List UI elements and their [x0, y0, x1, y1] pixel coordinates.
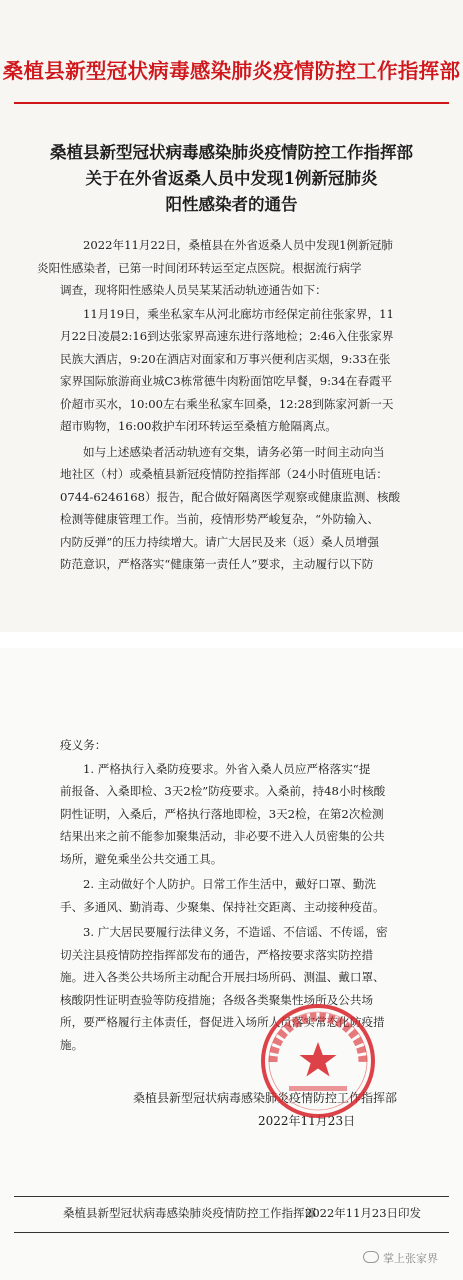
text-line: 阴性证明，入桑后，严格执行落地即检，3天2检，在第2次检测: [60, 806, 384, 821]
paragraph-advice: [60, 441, 412, 576]
text-line: 结果出来之前不能参加聚集活动，非必要不进入人员密集的公共: [60, 829, 385, 843]
text-line: 内防反弹”的压力持续增大。请广大居民及来（返）桑人员增强: [60, 534, 379, 549]
notice-title-line-3: 阳性感染者的通告: [165, 195, 298, 214]
paragraph-intro: [37, 234, 412, 302]
text-line: 2022年11月22日，桑植县在外省返桑人员中发现1例新冠肺: [83, 238, 393, 252]
notice-title: [20, 140, 443, 218]
notice-title-line-2: 关于在外省返桑人员中发现1例新冠肺炎: [85, 169, 378, 188]
text-line: 如与上述感染者活动轨迹有交集，请务必第一时间主动向当: [83, 444, 385, 459]
text-line: 场所，避免乘坐公共交通工具。: [60, 851, 223, 866]
text-line: 施。进入各类公共场所主动配合开展扫场所码、测温、戴口罩、: [60, 970, 385, 984]
print-rule-bottom: [14, 1232, 449, 1233]
text-line: 炎阳性感染者，已第一时间闭环转运至定点医院。根据流行病学: [37, 260, 362, 275]
text-line: 疫义务：: [60, 738, 107, 752]
signature-org: 桑植县新型冠状病毒感染肺炎疫情防控工作指挥部: [133, 1091, 398, 1105]
text-line: 超市购物，16:00救护车闭环转运至桑植方舱隔离点。: [60, 419, 337, 433]
text-line: 切关注县疫情防控指挥部发布的通告，严格按要求落实防控措: [60, 947, 374, 962]
paragraph-duty-2: [60, 873, 412, 918]
wechat-icon: [363, 1251, 379, 1263]
paragraph-duty-lead: [60, 734, 412, 757]
print-info-date: 2022年11月23日印发: [305, 1206, 422, 1220]
print-rule-top: [14, 1196, 449, 1197]
text-line: 核酸阴性证明查验等防疫措施；各级各类聚集性场所及公共场: [60, 992, 374, 1007]
text-line: 施。: [60, 1037, 84, 1052]
text-line: 民族大酒店，9:20在酒店对面家和万事兴便利店买烟，9:33在张: [60, 351, 391, 366]
text-line: 价超市买水，10:00左右乘坐私家车回桑，12:28到陈家河新一天: [60, 396, 394, 411]
text-line: 3. 广大居民要履行法律义务，不造谣、不信谣、不传谣，密: [83, 925, 388, 939]
document-header-title: 桑植县新型冠状病毒感染肺炎疫情防控工作指挥部: [2, 59, 461, 83]
text-line: 所，要严格履行主体责任，督促进入场所人员落实常态化防疫措: [60, 1015, 385, 1029]
notice-title-line-1: 桑植县新型冠状病毒感染肺炎疫情防控工作指挥部: [50, 143, 413, 162]
text-line: 1. 严格执行入桑防疫要求。外省入桑人员应严格落实“提: [83, 761, 371, 776]
text-line: 前报备、入桑即检、3天2检”防疫要求。入桑前，持48小时核酸: [60, 784, 386, 798]
header-red-rule: [14, 102, 449, 104]
print-info-org: 桑植县新型冠状病毒感染肺炎疫情防控工作指挥部: [63, 1206, 316, 1220]
page1-body: [37, 234, 412, 576]
paragraph-duty-1: [60, 758, 412, 871]
signature-date: 2022年11月23日: [258, 1114, 356, 1128]
text-line: 地社区（村）或桑植县新冠疫情防控指挥部（24小时值班电话：: [60, 467, 388, 481]
text-line: 调查，现将阳性感染人员吴某某活动轨迹通告如下：: [60, 283, 327, 297]
text-line: 0744-6246168）报告，配合做好隔离医学观察或健康监测、核酸: [60, 489, 401, 504]
red-star-seal-icon: [259, 1002, 377, 1120]
text-line: 2. 主动做好个人防护。日常工作生活中，戴好口罩、勤洗: [83, 877, 376, 891]
watermark-text: 掌上张家界: [383, 1252, 438, 1265]
text-line: 11月19日，乘坐私家车从河北廊坊市经保定前往张家界，11: [83, 306, 394, 321]
text-line: 检测等健康管理工作。当前，疫情形势严峻复杂，“外防输入、: [60, 512, 379, 526]
text-line: 家界国际旅游商业城C3栋常德牛肉粉面馆吃早餐，9:34在春霞平: [60, 374, 393, 388]
text-line: 手、多通风、勤消毒、少聚集、保持社交距离、主动接种疫苗。: [60, 899, 385, 914]
text-line: 防范意识，严格落实“健康第一责任人”要求，主动履行以下防: [60, 557, 374, 571]
text-line: 月22日凌晨2:16到达张家界高速东进行落地检；2:46入住张家界: [60, 329, 394, 343]
source-watermark: [363, 1250, 438, 1266]
paragraph-trajectory: [60, 303, 412, 438]
